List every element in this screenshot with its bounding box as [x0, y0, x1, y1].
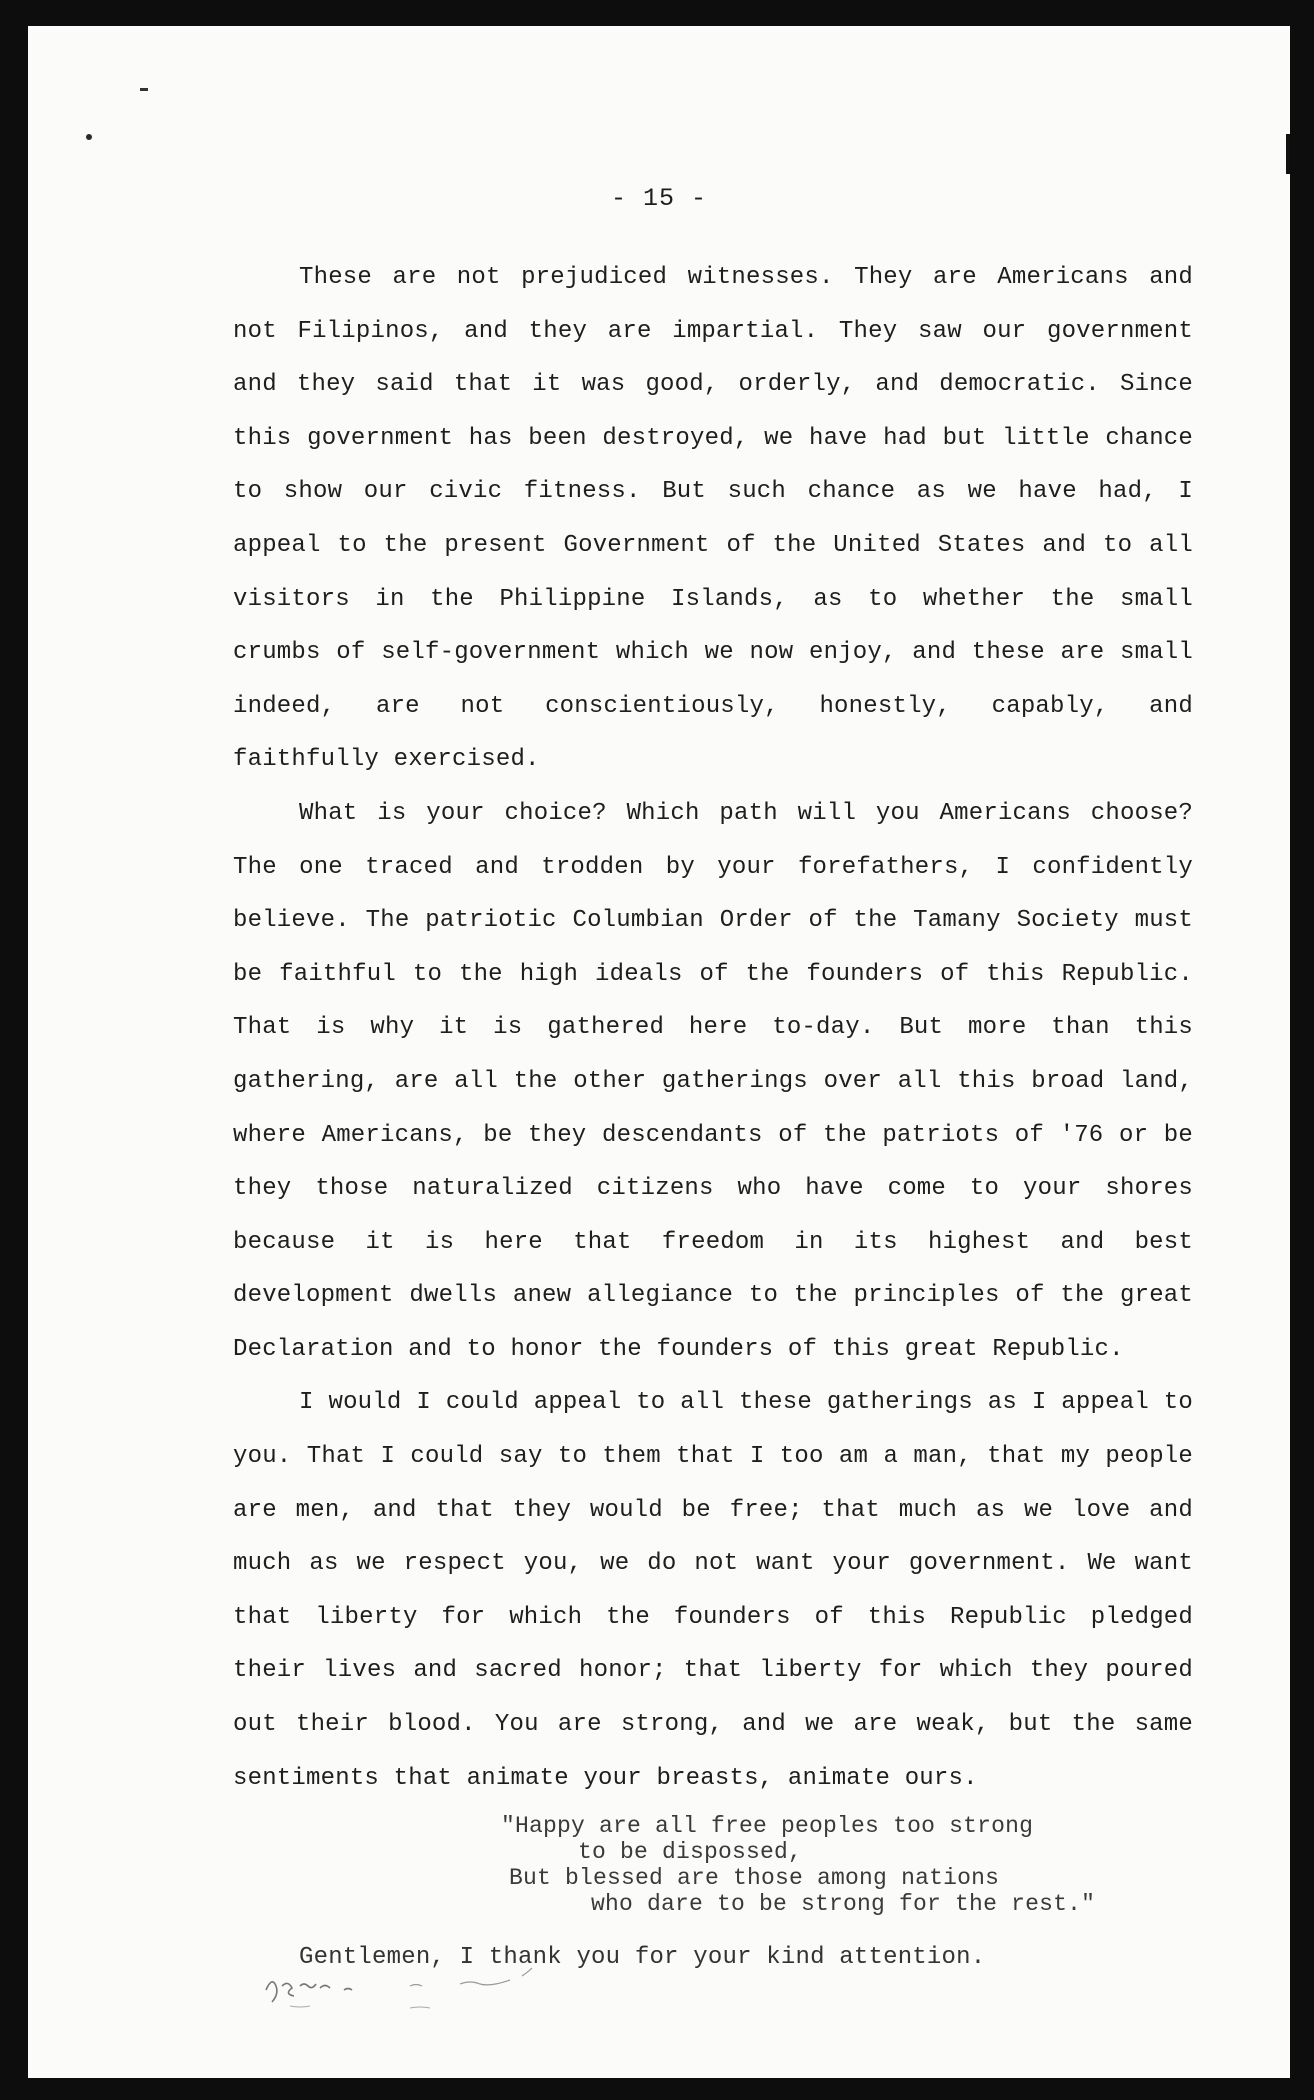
handwritten-signature — [260, 1956, 640, 2016]
body-text — [233, 251, 1193, 1985]
paragraph-1: These are not prejudiced witnesses. They are Americans and not Filipinos, and they are impartial. They saw our government and they said that it was good, orderly, and democratic. Since this government has been destroyed, we have had but little chance to show our civic fitness. But such chance as we have had, I appeal to the present Government of the United States and to all visitors in the Philippine Islands, as to whether the small crumbs of self-government which we now enjoy, and these are small indeed, are not conscientiously, honestly, capably, and faithfully exercised. — [233, 264, 1193, 774]
poem-line: "Happy are all free peoples too strong — [501, 1813, 1034, 1840]
poem-line: But blessed are those among nations — [509, 1865, 1000, 1892]
paragraph-3: I would I could appeal to all these gatherings as I appeal to you. That I could say to them that I too am a man, that my people are men, and that they would be free; that much as we love and much as we respect you, we do not want your government. We want that liberty for which the founders of this Republic pledged their lives and sacred honor; that liberty for which they poured out their blood. You are strong, and we are weak, but the same sentiments that animate your breasts, animate ours. — [233, 1389, 1193, 1792]
poem-line: to be dispossed, — [578, 1839, 803, 1866]
page-number: - 15 - — [610, 184, 707, 213]
scan-mark — [140, 88, 148, 91]
document-page — [28, 26, 1290, 2078]
scan-edge-mark — [1286, 134, 1290, 174]
paragraph-2: What is your choice? Which path will you Americans choose? The one traced and trodden by your forefathers, I confidently believe. The patriotic Columbian Order of the Tamany Society must be faithful to the high ideals of the founders of this Republic. That is why it is gathered here to-day. But more than this gathering, are all the other gatherings over all this broad land, where Americans, be they descendants of the patriots of '76 or be they those naturalized citizens who have come to your shores because it is here that freedom in its highest and best development dwells anew allegiance to the principles of the great Declaration and to honor the founders of this great Republic. — [233, 799, 1193, 1363]
poem-quote — [233, 1813, 1193, 1917]
closing-line: Gentlemen, I thank you for your kind attention. — [299, 1944, 986, 1972]
poem-line: who dare to be strong for the rest." — [591, 1891, 1096, 1918]
scan-dot — [86, 134, 92, 140]
